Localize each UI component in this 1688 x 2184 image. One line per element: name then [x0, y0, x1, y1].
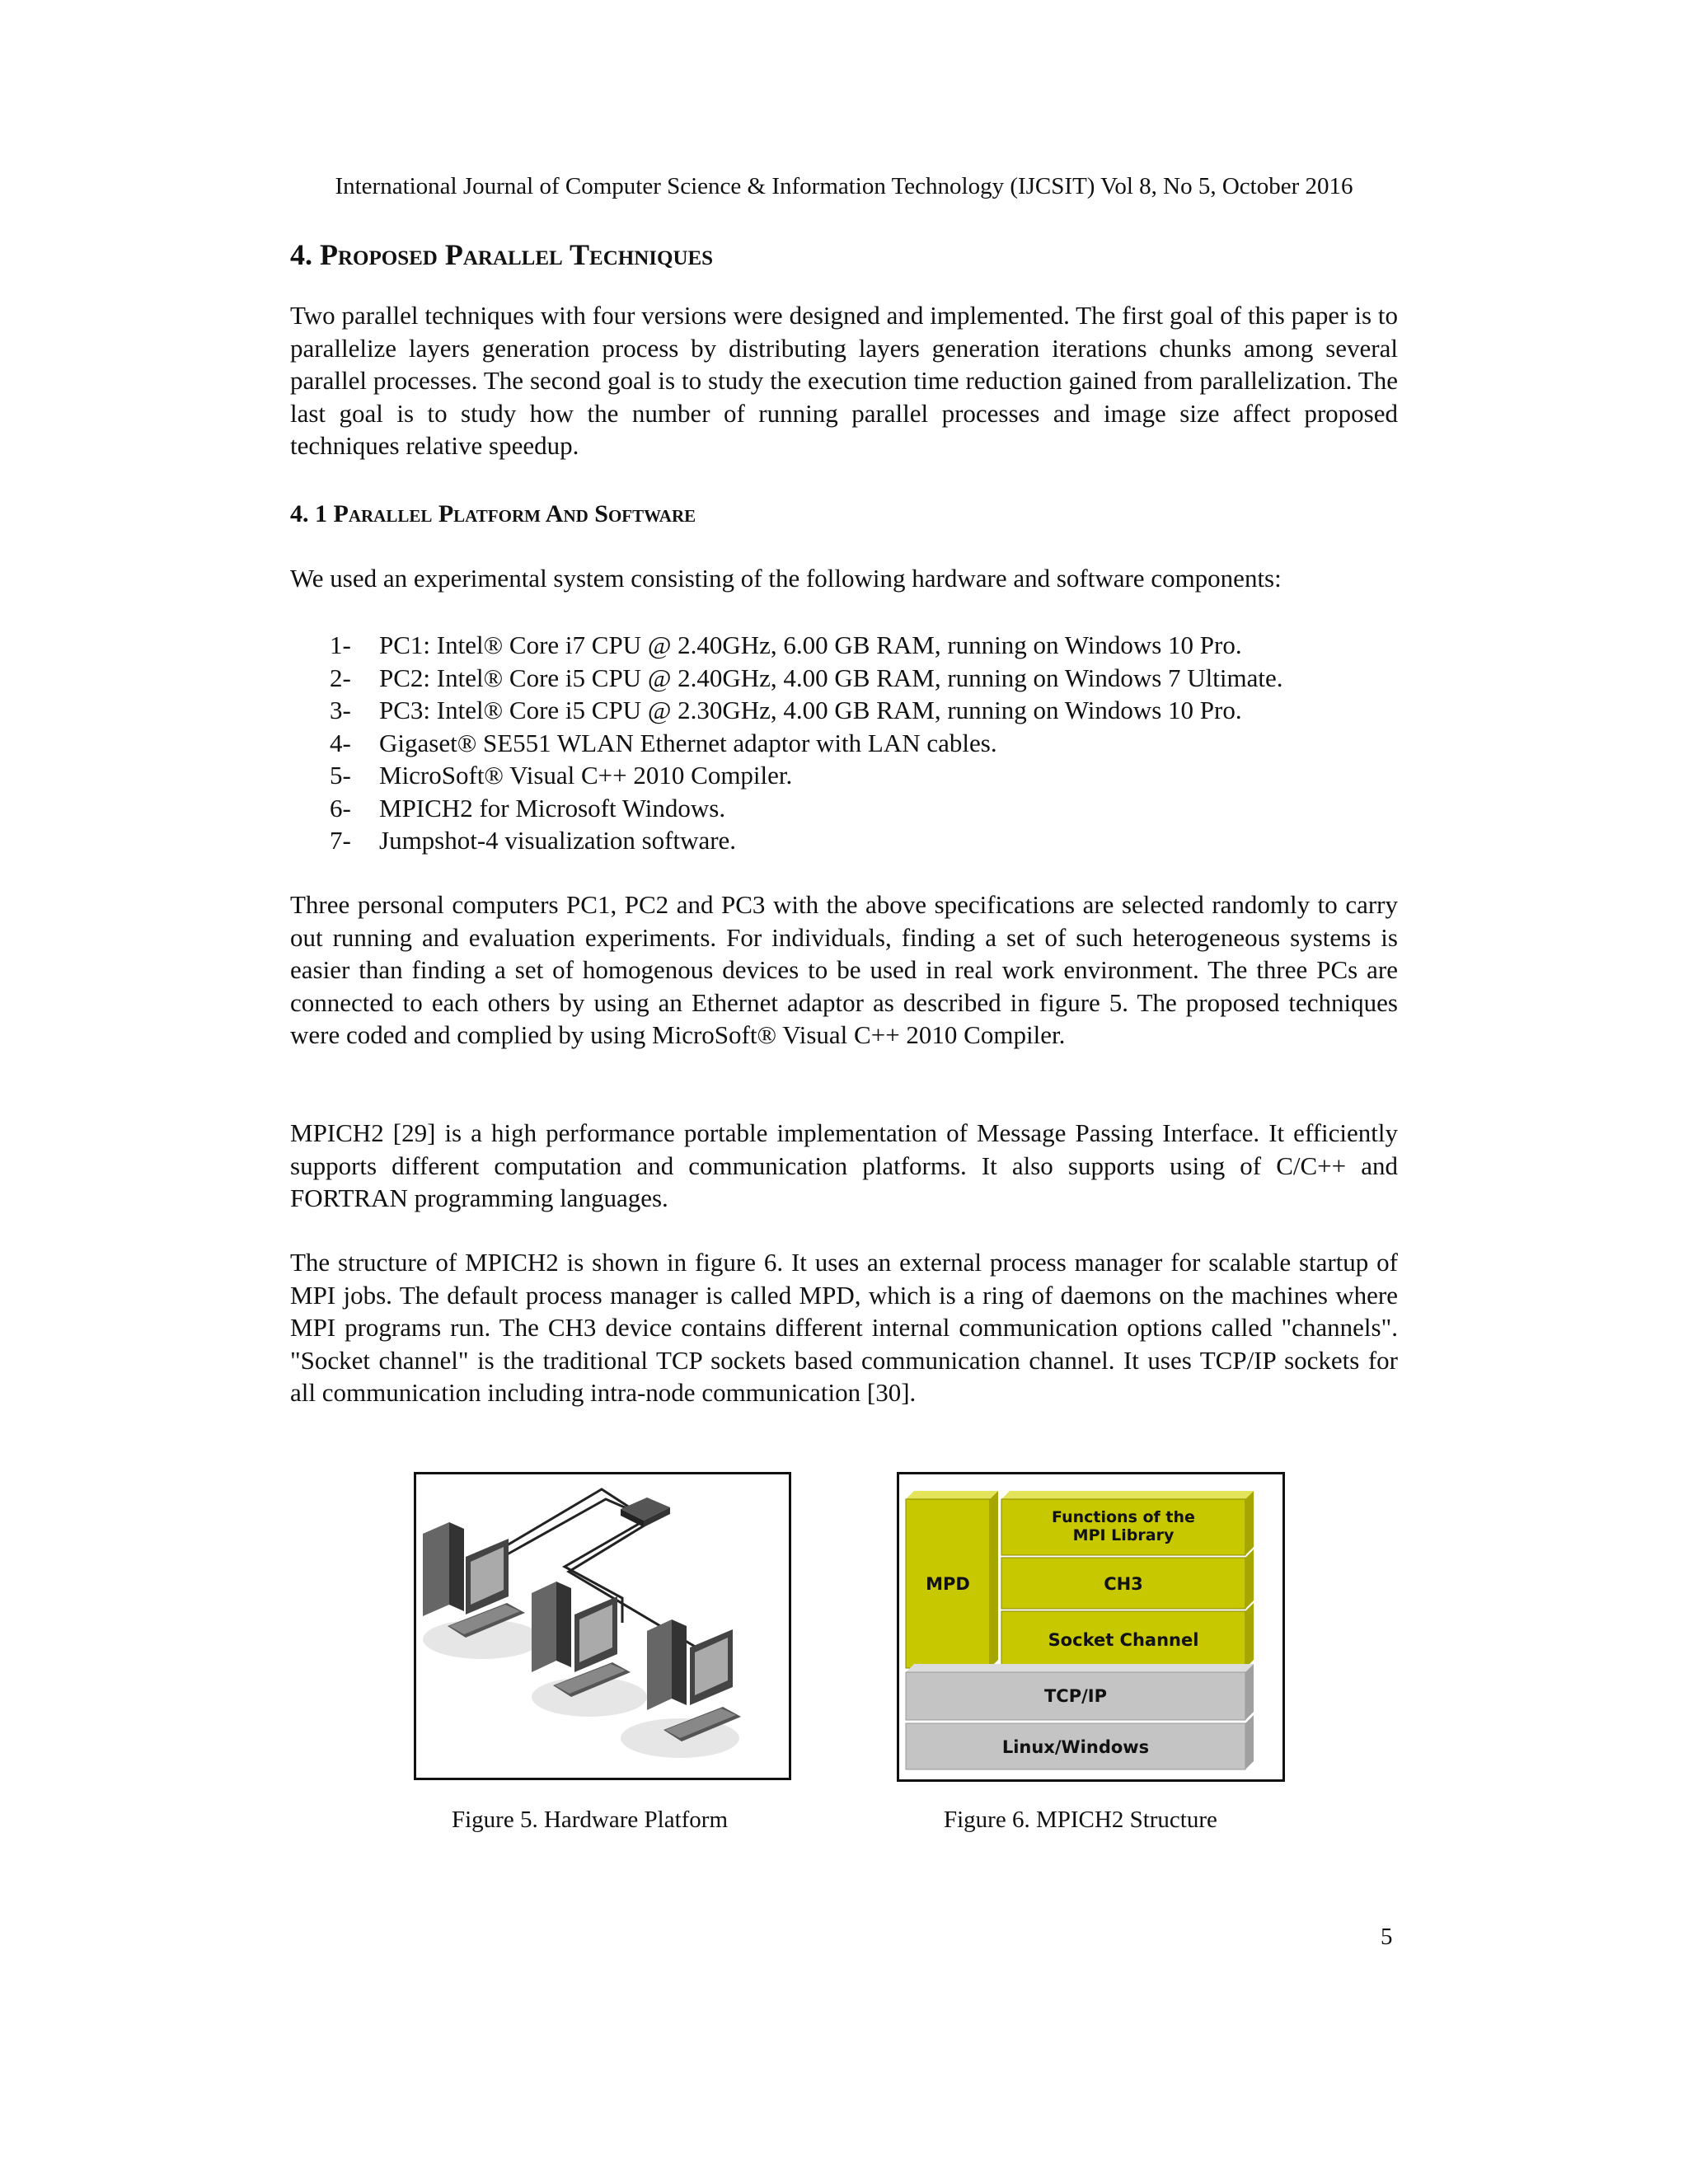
mpd-label: MPD: [926, 1574, 970, 1594]
mpi-functions-label-line1: Functions of the: [1052, 1508, 1195, 1526]
section-title: 4. Proposed Parallel Techniques: [290, 238, 714, 271]
list-item: 7- Jumpshot-4 visualization software.: [330, 826, 737, 855]
figure-mpich2-structure: [897, 1472, 1285, 1782]
figure5-caption: Figure 5. Hardware Platform: [452, 1807, 729, 1833]
pc1-icon: [423, 1522, 542, 1659]
journal-header: International Journal of Computer Science & Information Technology (IJCSIT) Vol 8, No 5, October 2016: [335, 173, 1353, 199]
pcs-paragraph: Three personal computers PC1, PC2 and PC3 with the above specifications are selected randomly to carry out running and evaluation experiments. For individuals, finding a set of such heterogeneous systems is easier than finding a set of homogenous devices to be used in real work environment. The three PCs are connected to each others by using an Ethernet adaptor as described in figure 5. The proposed techniques were coded and complied by using MicroSoft® Visual C++ 2010 Compiler.: [290, 890, 1398, 1049]
os-label: Linux/Windows: [1001, 1737, 1150, 1757]
figure-hardware-platform: [414, 1472, 791, 1780]
subsection-title: 4. 1 Parallel Platform And Software: [290, 500, 696, 527]
components-list: [330, 629, 1283, 857]
mpi-functions-label-line2: MPI Library: [1072, 1526, 1175, 1544]
socket-channel-label: Socket Channel: [1048, 1630, 1199, 1650]
page-number: 5: [1381, 1924, 1393, 1950]
ch3-label: CH3: [1104, 1574, 1143, 1594]
pc2-icon: [532, 1582, 647, 1717]
list-item: 3- PC3: Intel® Core i5 CPU @ 2.30GHz, 4.00 GB RAM, running on Windows 10 Pro.: [330, 696, 1242, 724]
mpich2-stack-diagram: [899, 1474, 1282, 1779]
list-item: 2- PC2: Intel® Core i5 CPU @ 2.40GHz, 4.00 GB RAM, running on Windows 7 Ultimate.: [330, 663, 1283, 692]
intro-paragraph: Two parallel techniques with four versions were designed and implemented. The first goal of this paper is to parallelize layers generation process by distributing layers generation iterations chunks among several parallel processes. The second goal is to study the execution time reduction gained from parallelization. The last goal is to study how the number of running parallel processes and image size affect proposed techniques relative speedup.: [290, 301, 1398, 460]
structure-paragraph: The structure of MPICH2 is shown in figure 6. It uses an external process manager for scalable startup of MPI jobs. The default process manager is called MPD, which is a ring of daemons on the machines where MPI programs run. The CH3 device contains different internal communication options called "channels". "Socket channel" is the traditional TCP sockets based communication channel. It uses TCP/IP sockets for all communication including intra-node communication [30].: [290, 1248, 1398, 1407]
list-item: 5- MicroSoft® Visual C++ 2010 Compiler.: [330, 761, 793, 790]
system-paragraph: We used an experimental system consisting of the following hardware and software components:: [290, 564, 1282, 593]
figure6-caption: Figure 6. MPICH2 Structure: [944, 1807, 1217, 1833]
tcpip-label: TCP/IP: [1043, 1686, 1108, 1706]
mpich-paragraph: MPICH2 [29] is a high performance portable implementation of Message Passing Interface. It efficiently supports different computation and communication platforms. It also supports using of C/C++ and FORTRAN programming languages.: [290, 1118, 1398, 1212]
network-illustration: [416, 1474, 789, 1778]
ethernet-adaptor-icon: [621, 1497, 670, 1527]
list-item: 6- MPICH2 for Microsoft Windows.: [330, 793, 726, 823]
list-item: 1- PC1: Intel® Core i7 CPU @ 2.40GHz, 6.00 GB RAM, running on Windows 10 Pro.: [330, 630, 1242, 659]
list-item: 4- Gigaset® SE551 WLAN Ethernet adaptor with LAN cables.: [330, 728, 997, 757]
